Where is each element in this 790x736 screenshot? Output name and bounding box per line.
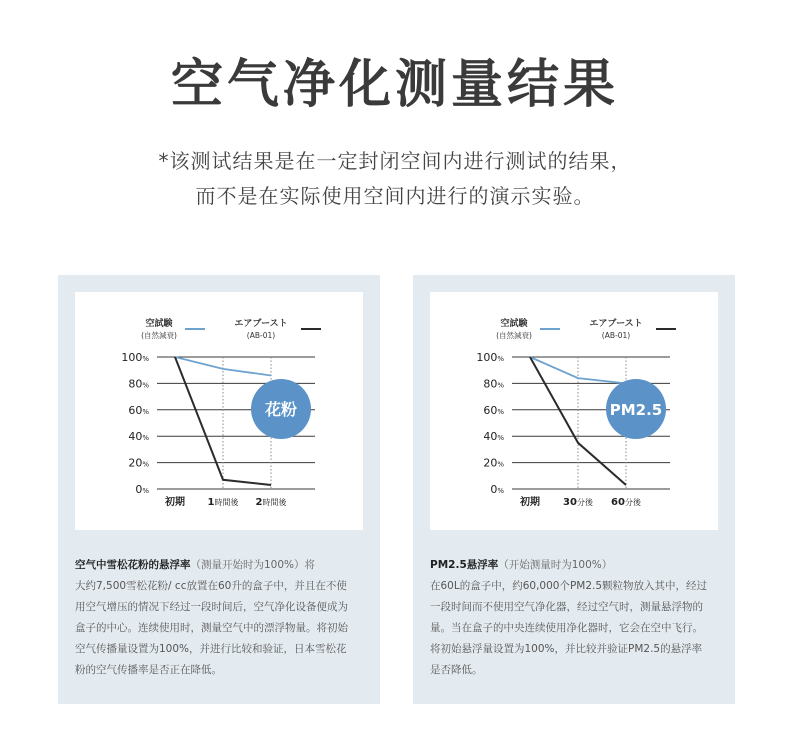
desc-line: 盒子的中心。连续使用时，测量空气中的漂浮物量。将初始 [75,622,348,634]
desc-line: 一段时间而不使用空气净化器，经过空气时，测量悬浮物的 [430,601,703,613]
y-tick-label: 40% [483,430,504,444]
y-tick-label: 20% [483,456,504,470]
desc-line: 在60L的盒子中，约60,000个PM2.5颗粒物放入其中，经过 [430,580,708,592]
pm25-chart-panel [430,292,718,530]
pollen-chart-panel [75,292,363,530]
y-tick-label: 0% [135,483,149,496]
x-tick-label: 30分後 [563,497,593,508]
pollen-chart [75,292,363,530]
badge-label: PM2.5 [609,401,663,419]
page-title: 空气净化测量结果 [170,55,619,115]
disclaimer-line-1: *该测试结果是在一定封闭空间内进行测试的结果， [158,149,632,173]
y-tick-label: 60% [483,403,504,417]
x-tick-label: 60分後 [611,497,641,508]
legend-device-sublabel: (AB-01) [246,331,276,340]
legend-empty-label: 空試験 [145,319,173,329]
legend-empty-sublabel: (自然減衰) [141,331,177,340]
badge-label: 花粉 [264,400,298,419]
pollen-description [75,555,365,681]
y-tick-label: 80% [128,377,149,391]
y-tick-label: 100% [121,351,149,364]
desc-line: 大约7,500雪松花粉/ cc放置在60升的盒子中，并且在不使 [75,580,347,592]
pm25-card [413,275,735,704]
y-tick-label: 20% [128,456,149,470]
x-tick-label: 初期 [520,497,540,508]
series-empty-test-line [175,357,271,375]
legend-device-label: エアブースト [234,319,288,329]
desc-line: 空气传播量设置为100%，并进行比较和验证，日本雪松花 [75,643,347,655]
x-tick-label: 1時間後 [207,497,239,508]
pm25-description [430,555,720,681]
desc-line: 将初始悬浮量设置为100%，并比较并验证PM2.5的悬浮率 [430,643,703,655]
pm25-chart [430,292,718,530]
pm25-desc-title: PM2.5悬浮率 [430,559,499,571]
y-tick-label: 0% [490,483,504,496]
pollen-card [58,275,380,704]
y-tick-label: 40% [128,430,149,444]
disclaimer-line-2: 而不是在实际使用空间内进行的演示实验。 [195,184,595,208]
desc-line: 是否降低。 [430,664,483,676]
x-tick-label: 2時間後 [255,497,287,508]
y-tick-label: 60% [128,403,149,417]
legend-empty-sublabel: (自然減衰) [496,331,532,340]
pm25-desc-subtitle: （开始测量时为100%） [498,559,613,571]
pollen-desc-subtitle: （测量开始时为100%）将 [190,559,316,571]
legend-device-sublabel: (AB-01) [601,331,631,340]
y-tick-label: 80% [483,377,504,391]
desc-line: 量。当在盒子的中央连续使用净化器时，它会在空中飞行。 [430,622,703,634]
pollen-desc-title: 空气中雪松花粉的悬浮率 [75,559,191,571]
y-tick-label: 100% [476,351,504,364]
x-tick-label: 初期 [165,497,185,508]
desc-line: 用空气增压的情况下经过一段时间后，空气净化设备便成为 [75,601,348,613]
legend-device-label: エアブースト [589,319,643,329]
legend-empty-label: 空試験 [500,319,528,329]
desc-line: 粉的空气传播率是否正在降低。 [75,664,222,676]
